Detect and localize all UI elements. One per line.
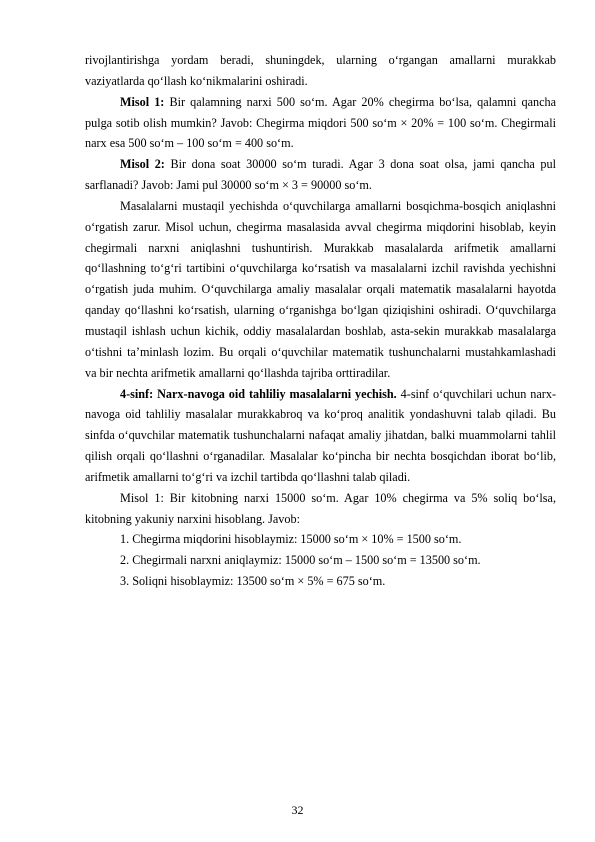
solution-step-2: 2. Chegirmali narxni aniqlaymiz: 15000 so‘m – 1500 so‘m = 13500 so‘m. <box>120 553 481 568</box>
paragraph-continuation: rivojlantirishga yordam beradi, shuningdek, ularning o‘rgangan amallarni murakkab vaziyatlarda qo‘llash ko‘nikmalarini oshiradi. <box>85 53 556 88</box>
solution-step-1: 1. Chegirma miqdorini hisoblaymiz: 15000 so‘m × 10% = 1500 so‘m. <box>120 532 462 547</box>
solution-step-3: 3. Soliqni hisoblaymiz: 13500 so‘m × 5% = 675 so‘m. <box>120 574 386 589</box>
grade-4-heading: 4-sinf: Narx-navoga oid tahliliy masalalarni yechish. <box>120 386 397 401</box>
example-2-label: Misol 2: <box>120 157 165 172</box>
example-1-text: Bir qalamning narxi 500 so‘m. Agar 20% chegirma bo‘lsa, qalamni qancha pulga sotib olish mumkin? Javob: Chegirma miqdori 500 so‘m × 20% = 100 so‘m. Chegirmali narx esa 500 so‘m – 100 so‘m = 400 so‘m. <box>85 94 557 151</box>
grade-4-text: 4-sinf o‘quvchilari uchun narx-navoga oid tahliliy masalalar murakkabroq va ko‘proq analitik yondashuvni talab qiladi. Bu sinfda o‘quvchilar matematik tushunchalarni nafaqat amaliy jihatdan, balki muammolarni tahlil qilish orqali qo‘llashni o‘rganadilar. Masalalar ko‘pincha bir nechta bosqichdan iborat bo‘lib, arifmetik amallarni to‘g‘ri va izchil tartibda qo‘llashni talab qiladi. <box>85 386 557 484</box>
page-number: 32 <box>291 803 304 817</box>
example-2-text: Bir dona soat 30000 so‘m turadi. Agar 3 dona soat olsa, jami qancha pul sarflanadi? Javob: Jami pul 30000 so‘m × 3 = 90000 so‘m. <box>85 157 557 193</box>
method-paragraph: Masalalarni mustaqil yechishda o‘quvchilarga amallarni bosqichma-bosqich aniqlashni o‘rgatish zarur. Misol uchun, chegirma masalasida avval chegirma miqdorini hisoblab, keyin chegirmali narxni aniqlashni tushuntirish. Murakkab masalalarda arifmetik amallarni qo‘llashning to‘g‘ri tartibini o‘quvchilarga ko‘rsatish va masalalarni izchil ravishda yechishni o‘rgatish juda muhim. O‘quvchilarga amaliy masalalar orqali matematik masalalarni hayotda qanday qo‘llashni ko‘rsatish, ularning o‘rganishga bo‘lgan qiziqishini oshiradi. O‘quvchilarga mustaqil ishlash uchun kichik, oddiy masalalardan boshlab, asta-sekin murakkab masalalarga o‘tishni ta’minlash lozim. Bu orqali o‘quvchilar matematik tushunchalarni mustahkamlashadi va bir nechta arifmetik amallarni qo‘llashda tajriba orttiradilar. <box>85 198 556 380</box>
grade-4-example-paragraph: Misol 1: Bir kitobning narxi 15000 so‘m. Agar 10% chegirma va 5% soliq bo‘lsa, kitobning yakuniy narxini hisoblang. Javob: <box>85 490 556 526</box>
example-1-paragraph <box>85 92 556 155</box>
example-2-paragraph <box>85 154 556 196</box>
grade-4-paragraph <box>85 384 556 488</box>
body-text <box>85 50 556 592</box>
example-1-label: Misol 1: <box>120 94 165 109</box>
